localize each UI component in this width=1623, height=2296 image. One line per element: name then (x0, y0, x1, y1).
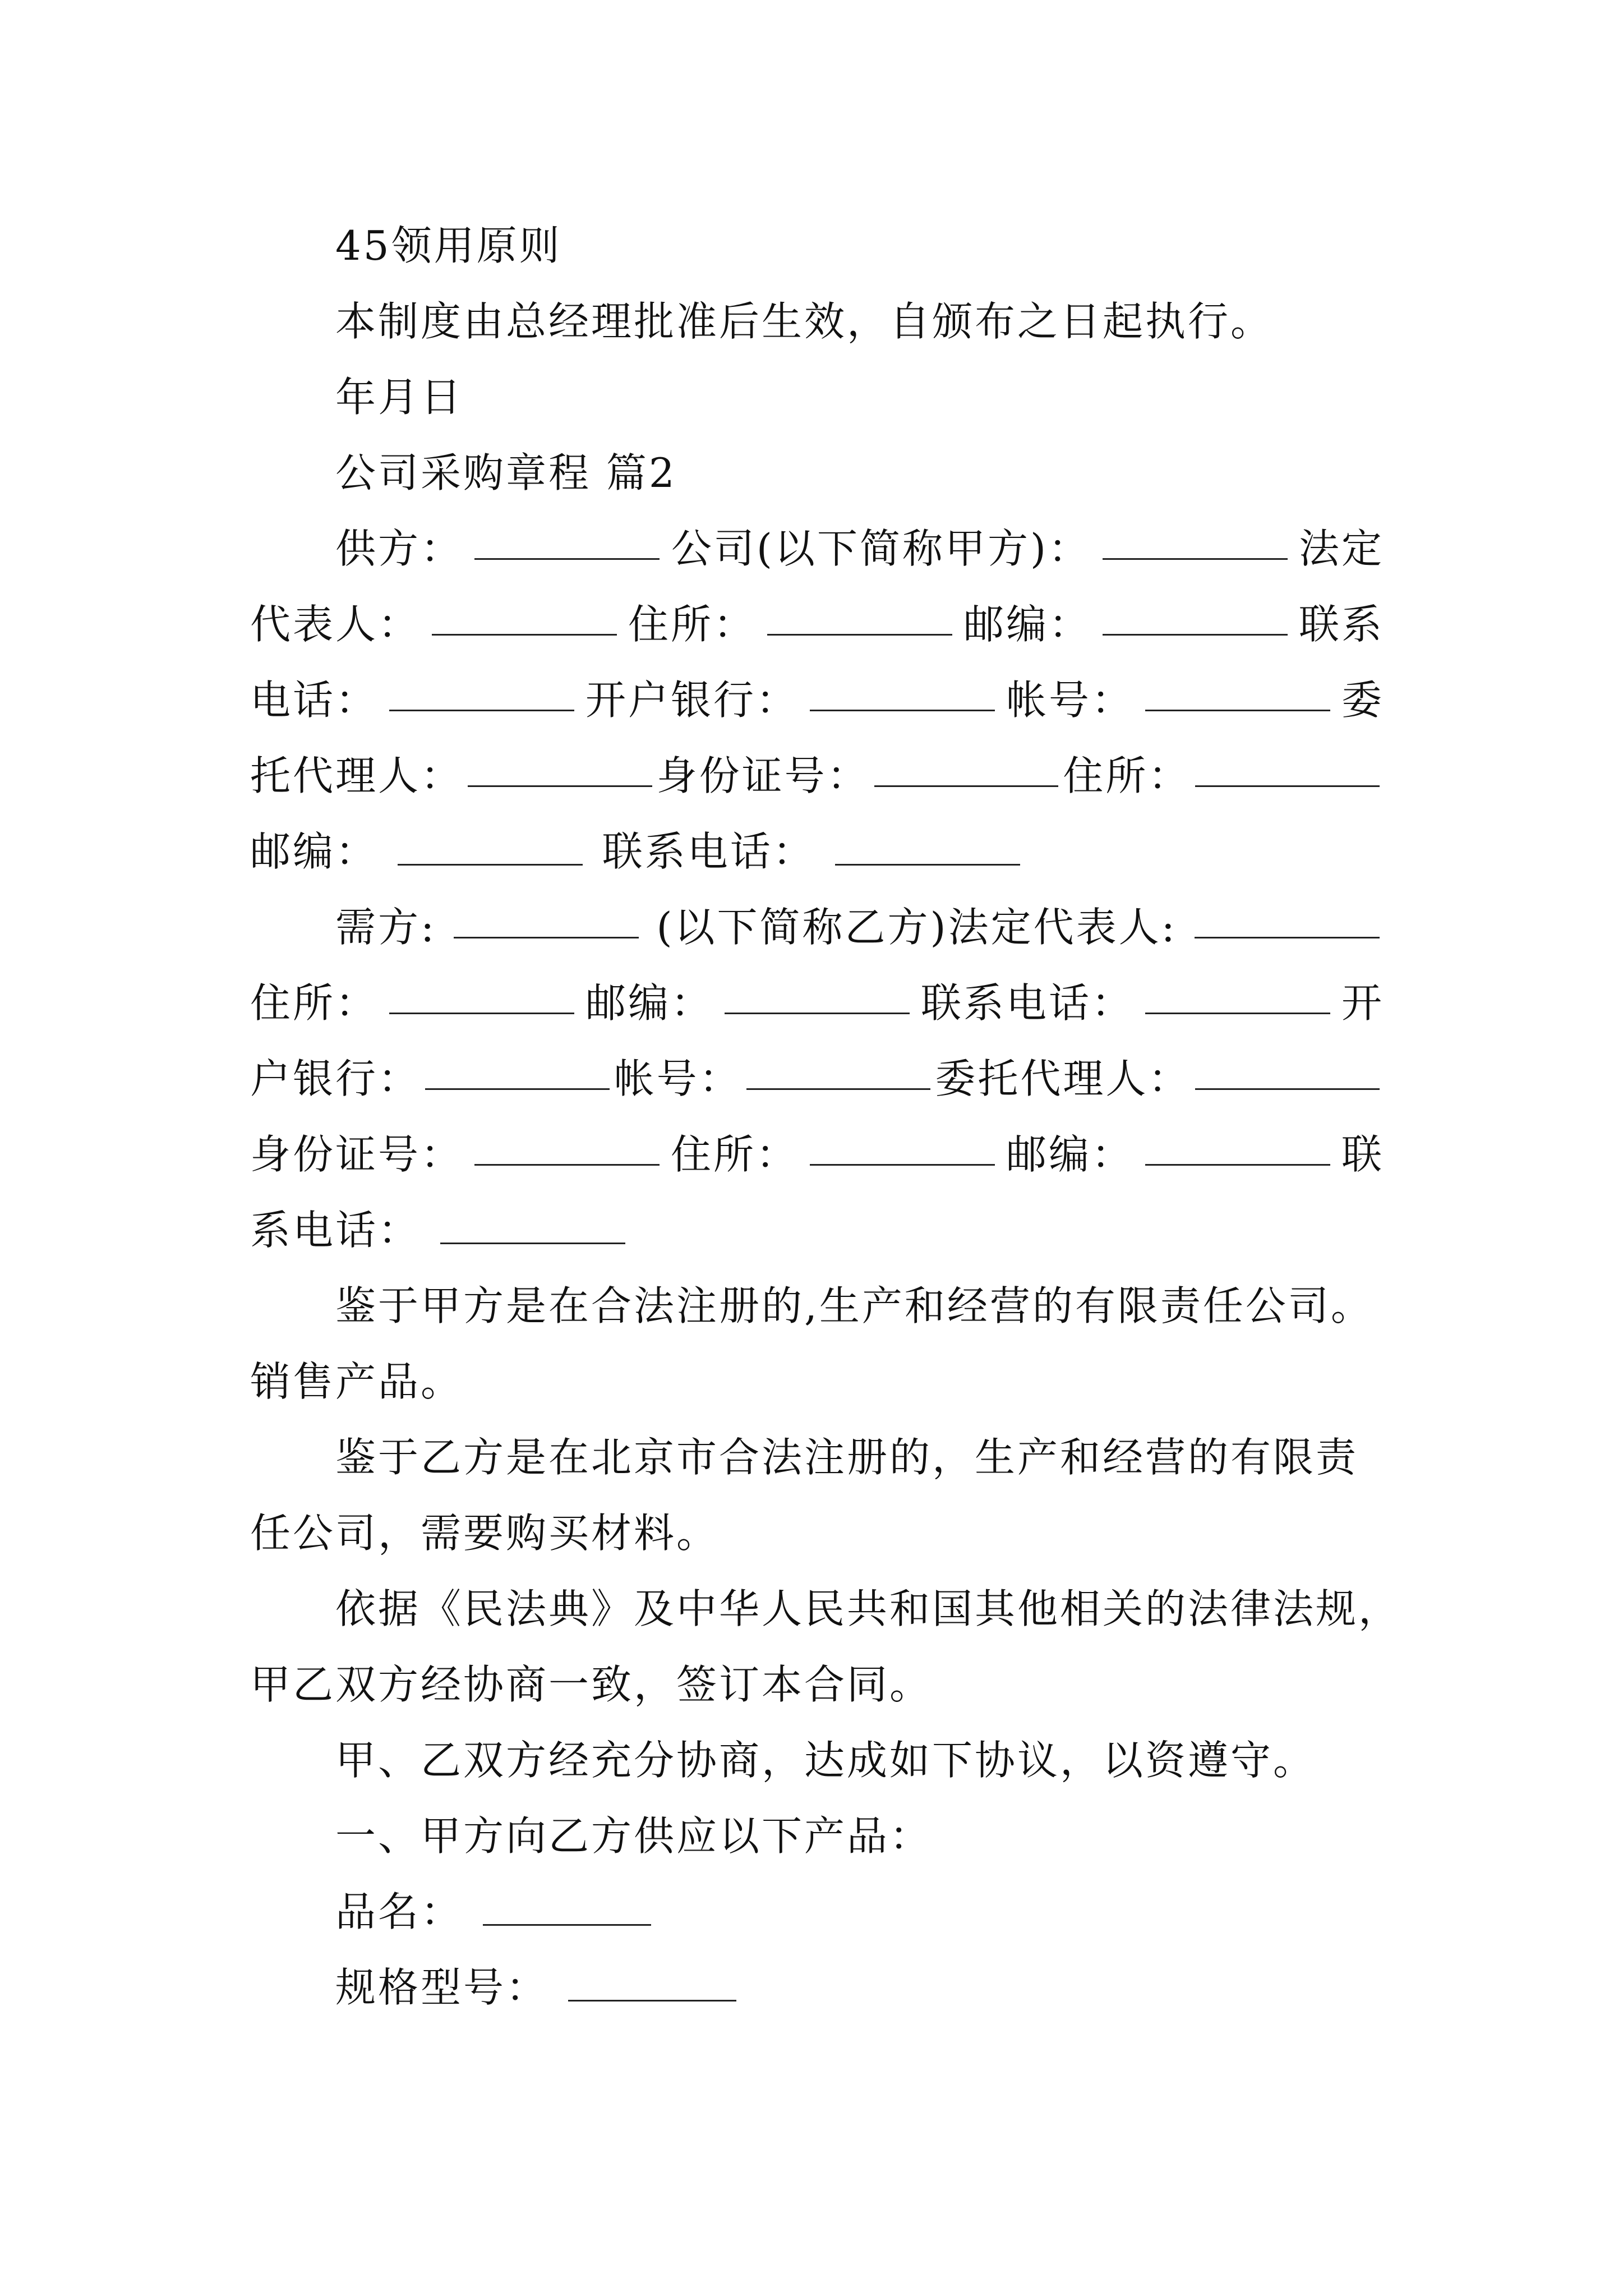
field-label: 住所： (628, 601, 756, 648)
form-line (250, 1129, 1384, 1180)
field-label: 规格型号： (335, 1964, 549, 2011)
blank-field (483, 1889, 651, 1926)
form-line (250, 751, 1384, 801)
field-label: 联系 (1298, 601, 1384, 648)
blank-field (767, 599, 952, 636)
blank-field (874, 751, 1059, 787)
blank-field (1103, 599, 1288, 636)
field-label: 开 (1341, 979, 1384, 1027)
field-label: 住所： (1063, 752, 1191, 799)
blank-field (1195, 751, 1380, 787)
paragraph-line: 年月日 (335, 374, 464, 421)
blank-field (568, 1965, 736, 2001)
field-label: 电话： (250, 677, 379, 724)
field-label: 身份证号： (656, 752, 870, 799)
blank-field (1145, 675, 1330, 711)
blank-field (835, 829, 1020, 866)
blank-field (1145, 1129, 1330, 1166)
blank-field (432, 599, 617, 636)
form-line (250, 826, 1025, 877)
blank-field (389, 675, 574, 711)
field-label: 托代理人： (250, 752, 464, 799)
blank-field (1103, 523, 1288, 560)
blank-field (725, 978, 910, 1014)
field-label: 邮编： (585, 979, 713, 1027)
field-label: 公司(以下简称甲方)： (671, 525, 1091, 572)
field-label: 联系电话： (602, 828, 815, 875)
blank-field (389, 978, 574, 1014)
field-label: 邮编： (250, 828, 379, 875)
field-label: 委托代理人： (935, 1055, 1191, 1102)
blank-field (474, 1129, 660, 1166)
section-heading: 公司采购章程 篇2 (335, 449, 677, 496)
blank-field (454, 902, 639, 938)
blank-field (1195, 902, 1380, 938)
form-line (335, 1962, 741, 2013)
blank-field (425, 1053, 610, 1090)
blank-field (440, 1208, 625, 1244)
blank-field (468, 751, 652, 787)
form-line (335, 1887, 656, 1937)
paragraph-line: 任公司，需要购买材料。 (250, 1510, 720, 1557)
field-label: 品名： (335, 1888, 464, 1935)
paragraph-line: 本制度由总经理批准后生效，自颁布之日起执行。 (335, 298, 1274, 345)
paragraph-line: 鉴于甲方是在合法注册的,生产和经营的有限责任公司。 (335, 1282, 1373, 1329)
field-label: 联 (1341, 1131, 1384, 1178)
form-line (250, 1205, 630, 1255)
blank-field (398, 829, 583, 866)
blank-field (746, 1053, 931, 1090)
paragraph-line: 甲、乙双方经充分协商，达成如下协议，以资遵守。 (335, 1737, 1316, 1784)
form-line (250, 599, 1384, 650)
field-label: 法定 (1298, 525, 1384, 572)
field-label: 系电话： (250, 1207, 421, 1254)
field-label: 身份证号： (250, 1131, 464, 1178)
field-label: 邮编： (963, 601, 1091, 648)
field-label: 户银行： (250, 1055, 421, 1102)
form-line (250, 675, 1384, 725)
field-label: 住所： (250, 979, 379, 1027)
field-label: 帐号： (614, 1055, 742, 1102)
field-label: 代表人： (250, 601, 421, 648)
blank-field (810, 675, 995, 711)
field-label: (以下简称乙方)法定代表人: (656, 904, 1177, 951)
field-label: 住所： (670, 1131, 799, 1178)
blank-field (810, 1129, 995, 1166)
field-label: 开户银行： (585, 677, 799, 724)
field-label: 帐号： (1006, 677, 1134, 724)
form-line (335, 902, 1384, 953)
field-label: 邮编： (1006, 1131, 1134, 1178)
form-line (250, 978, 1384, 1028)
paragraph-line: 依据《民法典》及中华人民共和国其他相关的法律法规， (335, 1585, 1401, 1632)
field-label: 需方: (335, 904, 437, 951)
paragraph-line: 甲乙双方经协商一致，签订本合同。 (250, 1661, 933, 1708)
field-label: 联系电话： (920, 979, 1134, 1027)
blank-field (1145, 978, 1330, 1014)
form-line (335, 523, 1384, 574)
paragraph-line: 销售产品。 (250, 1358, 464, 1405)
paragraph-line: 鉴于乙方是在北京市合法注册的，生产和经营的有限责 (335, 1434, 1359, 1481)
paragraph-line: 45领用原则 (335, 222, 562, 269)
blank-field (474, 523, 660, 560)
field-label: 委 (1341, 677, 1384, 724)
form-line (250, 1053, 1384, 1104)
blank-field (1195, 1053, 1380, 1090)
field-label: 供方： (335, 525, 464, 572)
paragraph-line: 一、甲方向乙方供应以下产品： (335, 1812, 933, 1860)
